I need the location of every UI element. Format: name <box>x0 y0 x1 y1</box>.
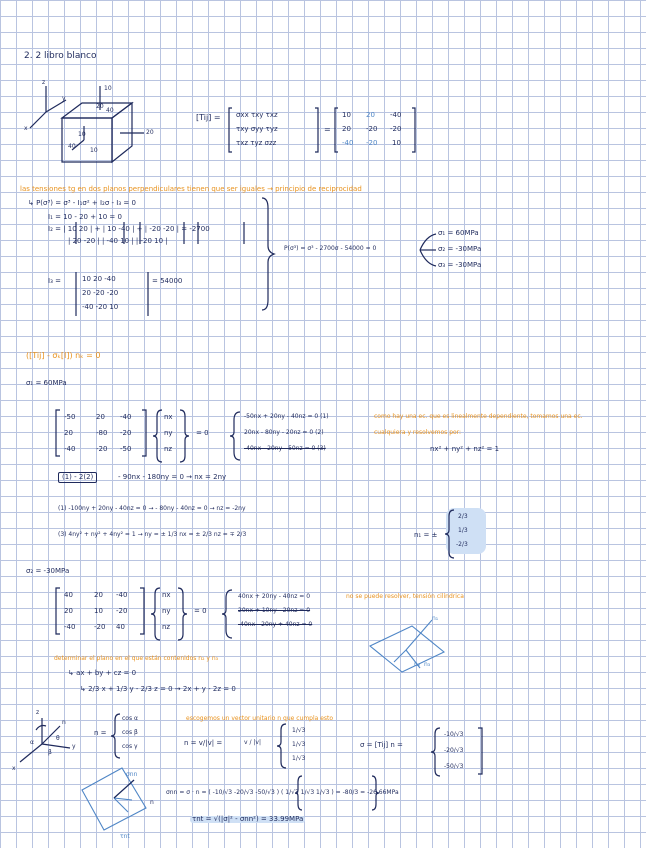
nv-cell: 1/√3 <box>292 755 306 762</box>
cube-val-10c: 10 <box>78 131 86 138</box>
angle-n: n <box>62 719 66 726</box>
m1-eq0: = 0 <box>196 429 209 437</box>
sys1-eq: -40nx - 20ny - 50nz = 0 (3) <box>244 445 326 452</box>
angle-beta: β <box>48 749 52 756</box>
invariant-I1: I₁ = 10 - 20 + 10 = 0 <box>48 213 122 221</box>
m1-cell: -50 <box>120 445 132 453</box>
invariant-I3-value: = 54000 <box>152 277 183 285</box>
cube-val-10b: 10 <box>90 147 98 154</box>
tensor-cell: -40 <box>390 111 402 119</box>
sigma-bracket-right <box>478 728 482 774</box>
m1-cell: 20 <box>64 429 73 437</box>
m1-cell: 20 <box>96 413 105 421</box>
m2-vec: ny <box>162 607 171 615</box>
m2-cell: -40 <box>64 623 76 631</box>
tensor-cell: -40 <box>342 139 354 147</box>
angle-theta: θ <box>56 735 60 742</box>
step3: (3) 4ny² + ny² + 4ny² = 1 → ny = ± 1/3 nx = ± 2/3 nz = ∓ 2/3 <box>58 531 247 538</box>
cube-val-40: 40 <box>106 107 114 114</box>
cube-val-40b: 40 <box>68 143 76 150</box>
n-vec-cell: cos γ <box>122 743 138 750</box>
matrix1-brackets <box>56 410 240 462</box>
m1-vec: nz <box>164 445 173 453</box>
angle-z: z <box>36 709 40 716</box>
plane-n1: n₁ <box>432 615 439 622</box>
m2-cell: -20 <box>94 623 106 631</box>
m2-cell: 10 <box>94 607 103 615</box>
cube-val-20b: 20 <box>146 129 154 136</box>
m1-cell: -40 <box>64 445 76 453</box>
m1-cell: -40 <box>120 413 132 421</box>
angle-x: x <box>12 765 16 772</box>
tensor-equals: = <box>324 125 331 134</box>
sigma1-label: σ₁ = 60MPa <box>26 379 67 387</box>
plane-sketch <box>370 620 444 672</box>
sigma-cell: -10/√3 <box>444 731 464 738</box>
m2-cell: 20 <box>64 607 73 615</box>
invariant-I3-label: I₃ = <box>48 277 61 285</box>
sys1-eq: -50nx + 20ny - 40nz = 0 (1) <box>244 413 329 420</box>
tnt-equation: τnt = √(|σ|² - σnn²) = 33.99MPa <box>192 815 304 823</box>
tensor-cell: -20 <box>390 125 402 133</box>
tensor-cell: 10 <box>392 139 401 147</box>
m2-cell: 20 <box>94 591 103 599</box>
invariant-I3-row: 20 -20 -20 <box>82 289 119 297</box>
plane-n3: n₃ <box>424 661 431 668</box>
norm-eq: nx² + ny² + nz² = 1 <box>430 445 500 453</box>
nv-cell: 1/√3 <box>292 741 306 748</box>
sigma2-label: σ₂ = -30MPa <box>26 567 70 575</box>
m2-vec: nz <box>162 623 171 631</box>
cube-axis-y: y <box>62 95 66 102</box>
note-cylindrical: no se puede resolver, tensión cilíndrica <box>346 593 464 600</box>
angle-alpha: α <box>30 739 34 746</box>
m1-cell: -50 <box>64 413 76 421</box>
cube-axis-z: z <box>42 79 46 86</box>
note-lin-dep: como hay una ec. que es linealmente dependiente, tomamos una ec. <box>374 413 583 420</box>
n-vec-label: n = <box>94 729 107 737</box>
roots-arrows <box>420 234 436 266</box>
snn-equation: σnn = σ · n = ( -10/√3 -20/√3 -50/√3 ) ( 1/√3 1/√3 1/√3 ) = -80/3 = -26.66MPa <box>166 789 399 796</box>
m1-cell: -80 <box>96 429 108 437</box>
invariant-I3-row: -40 -20 10 <box>82 303 119 311</box>
sys2-eq: -40nx - 20ny + 40nz = 0 <box>238 621 313 628</box>
root-sigma3: σ₃ = -30MPa <box>438 261 482 269</box>
m1-cell: -20 <box>120 429 132 437</box>
tensor-cell: -20 <box>366 125 378 133</box>
tensor-sym-row: σxx τxy τxz <box>236 111 278 119</box>
sigma-lhs: σ = [Tij] n = <box>360 741 403 749</box>
nv-cell: 1/√3 <box>292 727 306 734</box>
step2: (1) -100ny + 20ny - 40nz = 0 → - 80ny - 40nz = 0 → nz = -2ny <box>58 505 246 512</box>
invariants-brace <box>262 198 274 310</box>
tensor-cell: 20 <box>366 111 375 119</box>
page-title: 2. 2 libro blanco <box>24 51 97 61</box>
root-sigma2: σ₂ = -30MPa <box>438 245 482 253</box>
result-val: 2/3 <box>458 513 468 520</box>
nv-frac: v / |v| <box>244 739 261 746</box>
tensor-cell: 10 <box>342 111 351 119</box>
char-poly: ↳ P(σ³) = σ³ - I₁σ² + I₂σ - I₃ = 0 <box>28 199 136 207</box>
m2-cell: -40 <box>116 591 128 599</box>
tensor-cell: 20 <box>342 125 351 133</box>
label-n-square: n <box>150 799 154 806</box>
m1-vec: nx <box>164 413 173 421</box>
root-sigma1: σ₁ = 60MPa <box>438 229 479 237</box>
m1-cell: -20 <box>96 445 108 453</box>
note-solve: cualquiera y resolvemos por: <box>374 429 462 436</box>
unit-vector-note: escogemos un vector unitario n que cumpla esto <box>186 715 334 722</box>
sigma-brace <box>431 728 440 776</box>
sys2-eq: 40nx + 20ny - 40nz = 0 <box>238 593 311 600</box>
plane-n2: n₂ <box>414 661 421 668</box>
plane-note: determinar el plano en el que están contenidos n₂ y n₃ <box>54 655 219 662</box>
poly-result: P(σ³) = σ³ - 2700σ - 54000 = 0 <box>284 245 377 252</box>
nv-brace <box>277 724 286 768</box>
m2-cell: 40 <box>116 623 125 631</box>
eigen-equation: ([Tij] - σₖ[I]) nₖ = 0 <box>26 351 101 360</box>
plane-eq1: ↳ ax + by + cz = 0 <box>68 669 137 677</box>
n-vec-cell: cos β <box>122 729 138 736</box>
sigma-cell: -50/√3 <box>444 763 464 770</box>
m2-cell: -20 <box>116 607 128 615</box>
step1: - 90nx - 180ny = 0 → nx = 2ny <box>118 473 227 481</box>
cube-axes <box>30 86 66 128</box>
tensor-sym-row: τxy σyy τyz <box>236 125 278 133</box>
tensor-lhs: [Tij] = <box>196 113 221 122</box>
cube-val-20: 20 <box>96 103 104 110</box>
cube-val-10: 10 <box>104 85 112 92</box>
result-val: -2/3 <box>456 541 468 548</box>
m2-cell: 40 <box>64 591 73 599</box>
tensor-sym-row: τxz τyz σzz <box>236 139 277 147</box>
label-sigma-nn: σnn <box>126 771 138 778</box>
step-box: (1) - 2(2) <box>58 472 97 483</box>
invariant-I2: I₂ = | 10 20 | + | 10 -40 | + | -20 -20 | = -2700 <box>48 225 210 233</box>
m2-vec: nx <box>162 591 171 599</box>
cube-axis-x: x <box>24 125 28 132</box>
m2-eq0: = 0 <box>194 607 207 615</box>
result-label: n₁ = ± <box>414 531 438 539</box>
invariant-I2-row2: | 20 -20 | | -40 10 | | -20 10 | <box>68 237 168 245</box>
angle-y: y <box>72 743 76 750</box>
stress-square-arrows <box>114 780 134 798</box>
reciprocity-note: las tensiones tg en dos planos perpendiculares tienen que ser iguales → principio de reciprocidad <box>20 185 362 193</box>
n-vec-cell: cos α <box>122 715 138 722</box>
sigma-cell: -20/√3 <box>444 747 464 754</box>
sys1-eq: 20nx - 80ny - 20nz = 0 (2) <box>244 429 324 436</box>
tensor-cell: -20 <box>366 139 378 147</box>
plane-eq2: ↳ 2/3 x + 1/3 y - 2/3 z = 0 → 2x + y - 2z = 0 <box>80 685 236 693</box>
label-tau-nt: τnt <box>120 833 130 840</box>
m1-vec: ny <box>164 429 173 437</box>
sys2-eq: 20nx + 10ny - 20nz = 0 <box>238 607 311 614</box>
cube <box>62 86 144 162</box>
invariant-I3-row: 10 20 -40 <box>82 275 116 283</box>
result-val: 1/3 <box>458 527 468 534</box>
nv-lhs: n = v/|v| = <box>184 739 223 747</box>
n-brace <box>111 714 120 758</box>
